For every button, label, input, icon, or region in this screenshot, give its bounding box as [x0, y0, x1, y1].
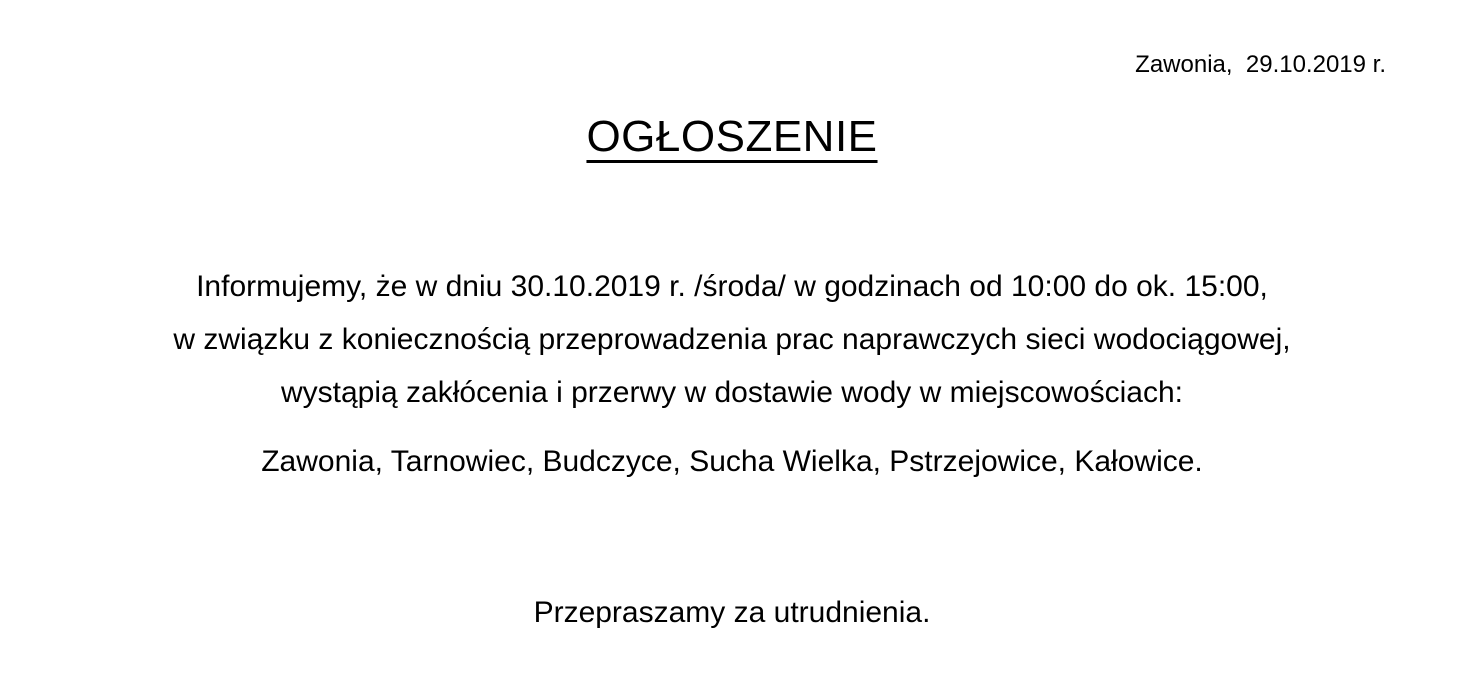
page-title: OGŁOSZENIE	[586, 112, 878, 161]
body-line-1: Informujemy, że w dniu 30.10.2019 r. /środa/ w godzinach od 10:00 do ok. 15:00,	[196, 270, 1268, 303]
place-and-date: Zawonia, 29.10.2019 r.	[1135, 51, 1386, 78]
body-line-3: wystąpią zakłócenia i przerwy w dostawie wody w miejscowościach:	[280, 376, 1183, 409]
body-line-2: w związku z koniecznością przeprowadzenia prac naprawczych sieci wodociągowej,	[173, 323, 1291, 356]
announcement-body	[0, 260, 1464, 419]
title-container	[0, 112, 1464, 162]
localities-list: Zawonia, Tarnowiec, Budczyce, Sucha Wielka, Pstrzejowice, Kałowice.	[261, 445, 1203, 478]
apology-line: Przepraszamy za utrudnienia.	[533, 596, 931, 629]
